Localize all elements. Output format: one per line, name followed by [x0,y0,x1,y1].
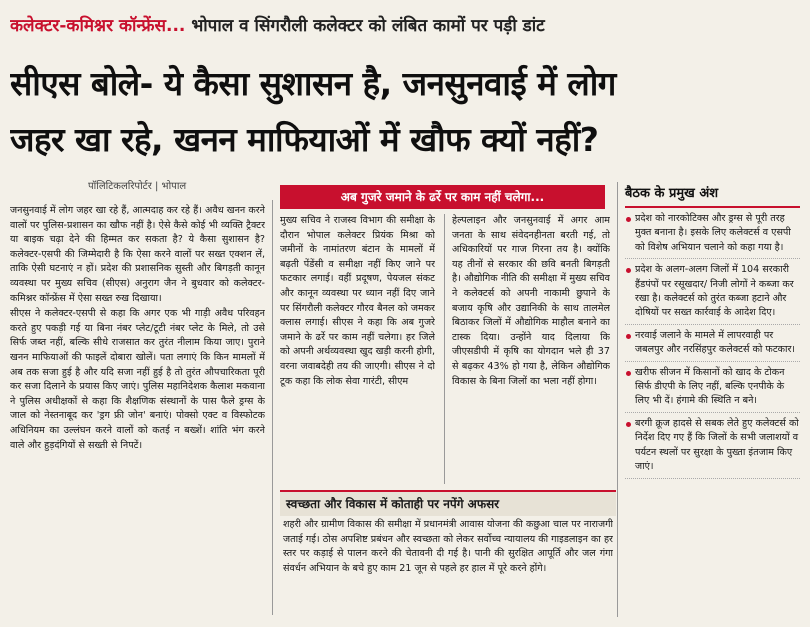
paragraph: हेल्पलाइन और जनसुनवाई में अगर आम जनता के साथ संवेदनहीनता बरती गई, तो अधिकारियों पर गाज गिरना तय है। क्योंकि यह तीनों से सरकार की छवि बनती बिगड़ती है। औद्योगिक नीति की समीक्षा में मुख्य सचिव ने कलेक्टर्स को अपनी नाकामी छुपाने के बजाय कृषि और उद्यानिकी के साथ तालमेल बिठाकर जिलों में औद्योगिक माहौल बनाने का टास्क दिया। उन्होंने याद दिलाया कि जीएसडीपी में कृषि का योगदान भले ही 37 से बढ़कर 43% हो गया है, लेकिन औद्योगिक विकास के बिना जिलों का भला नहीं होगा। [452,215,610,387]
list-item: प्रदेश को नारकोटिक्स और ड्रग्स से पूरी तरह मुक्त बनाना है। इसके लिए कलेक्टर्स व एसपी को विशेष अभियान चलाने को कहा गया है। [625,212,800,259]
sub-heading: स्वच्छता और विकास में कोताही पर नपेंगे अफसर [280,490,616,516]
kicker-subtitle: भोपाल व सिंगरौली कलेक्टर को लंबित कामों पर पड़ी डांट [191,16,545,36]
headline-line-2: जहर खा रहे, खनन माफियाओं में खौफ क्यों नहीं? [10,120,599,159]
article-column-2 [280,214,435,484]
sidebar-list [625,212,800,617]
article-column-1 [10,204,265,614]
sub-article-body: शहरी और ग्रामीण विकास की समीक्षा में प्रधानमंत्री आवास योजना की कछुआ चाल पर नाराजगी जताई गई। ठोस अपशिष्ट प्रबंधन और स्वच्छता को लेकर सर्वोच्च न्यायालय की गाइडलाइन का हर स्तर पर कड़ाई से पालन करने की चेतावनी दी गई है। पानी की सुरक्षित आपूर्ति और जल गंगा संवर्धन अभियान के बचे हुए काम 21 जून से पहले हर हाल में पूरे करने होंगे। [283,519,613,574]
section-banner: अब गुजरे जमाने के ढर्रे पर काम नहीं चलेगा... [280,185,605,209]
list-item: खरीफ सीजन में किसानों को खाद के टोकन सिर्फ डीएपी के लिए नहीं, बल्कि एनपीके के लिए भी दें। हंगामे की स्थिति न बने। [625,366,800,413]
list-item: बरगी क्रूज हादसे से सबक लेते हुए कलेक्टर्स को निर्देश दिए गए हैं कि जिलों के सभी जलाशयों व पर्यटन स्थलों पर सुरक्षा के पुख्ता इंतजाम किए जाएं। [625,417,800,479]
byline: पॉलिटिकलरिपोर्टर | भोपाल [88,181,187,192]
article-column-3 [452,214,610,484]
column-divider [444,214,445,484]
kicker-line [10,6,800,46]
paragraph: सीएस ने कलेक्टर-एसपी से कहा कि अगर एक भी गाड़ी अवैध परिवहन करते हुए पकड़ी गई या बिना नंबर प्लेट/टूटी नंबर प्लेट के मिले, तो उसे सिर्फ जब्त नहीं, बल्कि सीधे राजसात कर तुरंत नीलाम किया जाए। पुराने खनन माफियाओं की फाइलें दोबारा खोलें। पता लगाएं कि किन मामलों में अब तक सजा हुई है और यदि सजा नहीं हुई है तो तुरंत औपचारिकता पूरी कर सजा दिलाने के प्रयास किए जाएं। पुलिस महानिदेशक कैलाश मकवाना ने पुलिस अधीक्षकों से कहा कि शैक्षणिक संस्थानों के पास फैले ड्रग्स के जाल को नेस्तनाबूद कर 'ड्रग फ्री जोन' बनाएं। पोक्सो एक्ट व विस्फोटक अधिनियम का उल्लंघन करने वालों को कतई न बख्शें। शांति भंग करने वाले और हुड़दंगियों से सख्ती से निपटें। [10,308,265,451]
sidebar-heading: बैठक के प्रमुख अंश [625,182,800,208]
headline [10,56,800,168]
column-divider [617,182,618,617]
list-item: नरवाई जलाने के मामले में लापरवाही पर जबलपुर और नरसिंहपुर कलेक्टर्स को फटकार। [625,329,800,362]
column-divider [272,200,273,615]
list-item: प्रदेश के अलग-अलग जिलों में 104 सरकारी हैंडपंपों पर रसूखदार/ निजी लोगों ने कब्जा कर रखा है। कलेक्टर्स को तुरंत कब्जा हटाने और दोषियों पर सख्त कार्रवाई के आदेश दिए। [625,263,800,325]
headline-line-1: सीएस बोले- ये कैसा सुशासन है, जनसुनवाई में लोग [10,64,616,103]
paragraph: मुख्य सचिव ने राजस्व विभाग की समीक्षा के दौरान भोपाल कलेक्टर प्रियंक मिश्रा को जमीनों के नामांतरण बंटान के मामलों में बढ़ती पेंडेंसी व समीक्षा नहीं किए जाने पर फटकार लगाई। वहीं प्रदूषण, पेयजल संकट और कानून व्यवस्था पर ध्यान नहीं दिए जाने पर सिंगरौली कलेक्टर गौरव बैनल को जमकर क्लास लगाई। सीएस ने कहा कि अब गुजरे जमाने के ढर्रे पर काम नहीं चलेगा। हर जिले को अपनी अर्थव्यवस्था खुद खड़ी करनी होगी, वरना जवाबदेही तय की जाएगी। सीएस ने दो टूक कहा कि लोक सेवा गारंटी, सीएम [280,215,435,387]
paragraph: जनसुनवाई में लोग जहर खा रहे हैं, आत्मदाह कर रहे हैं। अवैध खनन करने वालों पर पुलिस-प्रशासन का खौफ नहीं है। ऐसे कैसे कोई भी व्यक्ति ट्रैक्टर या बाइक चढ़ा देने की हिम्मत कर सकता है? ये कैसा सुशासन है? कलेक्टर-एसपी की जिम्मेदारी है कि ऐसा करने वालों पर सख्त एक्शन लें, ताकि ऐसी घटनाएं न हों। प्रदेश की प्रशासनिक सुस्ती और बिगड़ती कानून व्यवस्था पर मुख्य सचिव (सीएस) अनुराग जैन ने बुधवार को कलेक्टर-कमिश्नर कॉन्फ्रेंस में ऐसा सख्त रुख दिखाया। [10,205,265,304]
kicker: कलेक्टर-कमिश्नर कॉन्फ्रेंस... [10,16,186,36]
